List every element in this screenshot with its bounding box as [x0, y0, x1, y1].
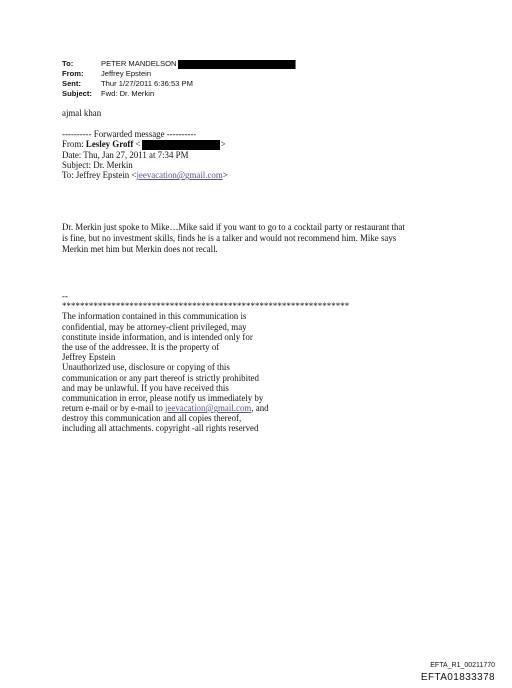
header-subject-row	[62, 89, 296, 99]
intro-line: ajmal khan	[62, 108, 102, 118]
forwarded-subject: Subject: Dr. Merkin	[62, 159, 133, 170]
disclaimer-line: constitute inside information, and is intended only for	[62, 331, 253, 342]
message-line: is fine, but no investment skills, finds he is a talker and would not recommend him. Mike says	[62, 233, 397, 243]
header-to-row	[62, 59, 296, 69]
disclaimer-line: including all attachments. copyright -all rights reserved	[62, 423, 259, 434]
from-label: From:	[62, 69, 84, 78]
disclaimer-block	[62, 291, 349, 434]
disclaimer-line: confidential, may be attorney-client privileged, may	[62, 321, 247, 332]
header-sent-row	[62, 79, 296, 89]
header-from-row	[62, 69, 296, 79]
forwarded-from-line: From: Lesley Groff < >	[62, 139, 226, 150]
forwarded-from-name: Lesley Groff	[85, 139, 134, 150]
forwarded-to-line: To: Jeffrey Epstein <jeevacation@gmail.com>	[62, 170, 228, 181]
sent-label: Sent:	[62, 79, 81, 88]
bates-number-large: EFTA01833378	[420, 672, 495, 683]
stars-divider: ****************************************************************	[62, 301, 350, 312]
signature-dash: --	[62, 291, 68, 301]
forwarded-block	[62, 129, 228, 180]
to-label: To:	[62, 59, 74, 68]
disclaimer-line: and may be unlawful. If you have received this	[62, 382, 229, 393]
email-link[interactable]: jeevacation@gmail.com	[165, 403, 252, 414]
disclaimer-line: communication in error, please notify us immediately by	[62, 392, 264, 403]
forwarded-marker: ---------- Forwarded message ----------	[62, 129, 197, 139]
disclaimer-line: Unauthorized use, disclosure or copying of this	[62, 362, 230, 373]
to-value: PETER MANDELSON	[101, 59, 177, 68]
forwarded-date: Date: Thu, Jan 27, 2011 at 7:34 PM	[62, 149, 189, 160]
disclaimer-line: destroy this communication and all copies thereof,	[62, 413, 242, 424]
bates-number-small: EFTA_R1_00211770	[430, 662, 495, 669]
message-line: Merkin met him but Merkin does not recall.	[62, 244, 218, 254]
redaction-box	[142, 140, 220, 150]
message-line: Dr. Merkin just spoke to Mike…Mike said if you want to go to a cocktail party or restaurant that	[62, 222, 405, 232]
subject-label: Subject:	[62, 89, 92, 98]
disclaimer-line: The information contained in this communication is	[62, 311, 247, 322]
email-link[interactable]: jeevacation@gmail.com	[136, 170, 223, 181]
subject-value: Fwd: Dr. Merkin	[101, 89, 155, 98]
disclaimer-line: the use of the addressee. It is the property of	[62, 341, 220, 352]
redaction-box	[178, 60, 296, 69]
disclaimer-email-line: return e-mail or by e-mail to jeevacation@gmail.com, and	[62, 403, 269, 414]
disclaimer-line: communication or any part thereof is strictly prohibited	[62, 372, 259, 383]
sent-value: Thur 1/27/2011 6:36:53 PM	[101, 79, 193, 88]
email-header	[62, 59, 296, 99]
from-value: Jeffrey Epstein	[101, 69, 152, 78]
disclaimer-line: Jeffrey Epstein	[62, 352, 116, 363]
message-body	[62, 222, 462, 255]
